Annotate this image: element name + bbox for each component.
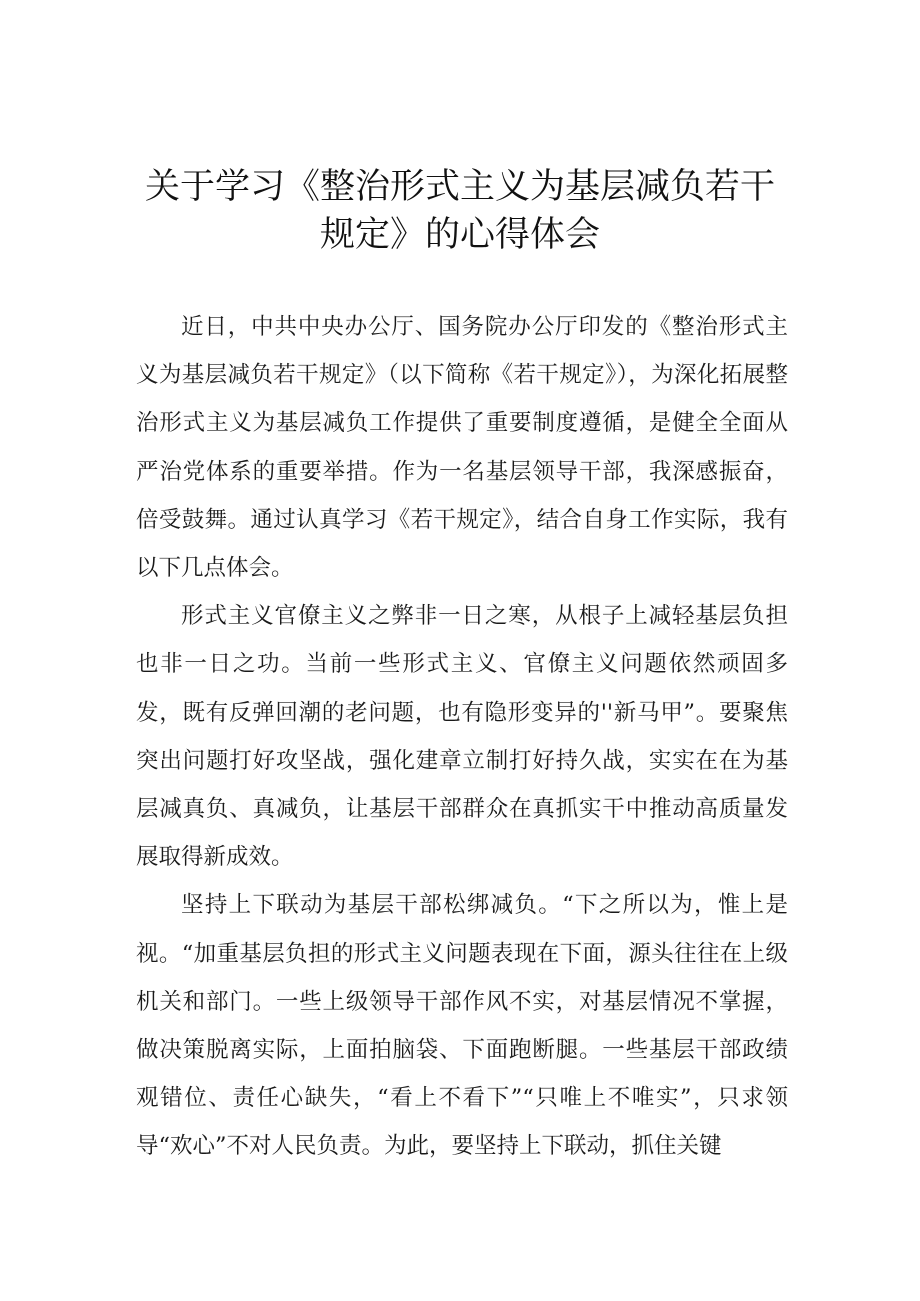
paragraph: 形式主义官僚主义之弊非一日之寒，从根子上减轻基层负担也非一日之功。当前一些形式主义、官僚主义问题依然顽固多发，既有反弹回潮的老问题，也有隐形变异的''新马甲”。要聚焦突出问题打好攻坚战，强化建章立制打好持久战，实实在在为基层减真负、真减负，让基层干部群众在真抓实干中推动高质量发展取得新成效。 — [136, 603, 788, 871]
paragraph: 坚持上下联动为基层干部松绑减负。“下之所以为，惟上是视。“加重基层负担的形式主义问题表现在下面，源头往往在上级机关和部门。一些上级领导干部作风不实，对基层情况不掌握，做决策脱离实际，上面拍脑袋、下面跑断腿。一些基层干部政绩观错位、责任心缺失，“看上不看下”“只唯上不唯实”，只求领导“欢心”不对人民负责。为此，要坚持上下联动，抓住关键 — [136, 892, 788, 1160]
document-title — [100, 163, 820, 259]
document-body — [136, 303, 788, 1171]
title-line-2: 规定》的心得体会 — [319, 215, 600, 255]
title-line-1: 关于学习《整治形式主义为基层减负若干 — [144, 167, 775, 207]
paragraph: 近日，中共中央办公厅、国务院办公厅印发的《整治形式主义为基层减负若干规定》（以下简称《若干规定》），为深化拓展整治形式主义为基层减负工作提供了重要制度遵循，是健全全面从严治党体系的重要举措。作为一名基层领导干部，我深感振奋，倍受鼓舞。通过认真学习《若干规定》，结合自身工作实际，我有以下几点体会。 — [136, 314, 788, 582]
